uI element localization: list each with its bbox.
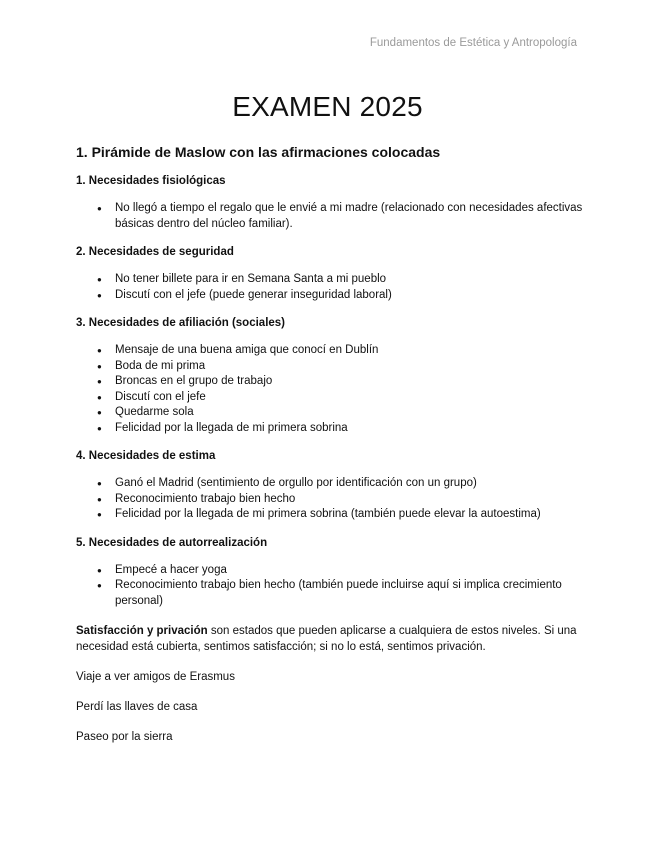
note-text: son estados que pueden aplicarse a cualquiera de estos niveles. Si una necesidad está cubierta, sentimos satisfacción; si no lo está, sentimos privación. — [76, 625, 577, 653]
section-heading: 2. Necesidades de seguridad — [76, 246, 234, 258]
list-item: ● No llegó a tiempo el regalo que le envié a mi madre (relacionado con necesidades afectivas básicas dentro del núcleo familiar). — [76, 201, 586, 232]
bullet-list — [76, 201, 586, 232]
section-heading: 3. Necesidades de afiliación (sociales) — [76, 317, 286, 329]
section-esteem — [76, 450, 586, 523]
list-item: ● Felicidad por la llegada de mi primera sobrina (también puede elevar la autoestima) — [76, 507, 586, 523]
list-item: ● Ganó el Madrid (sentimiento de orgullo por identificación con un grupo) — [76, 476, 586, 492]
list-item: ● Felicidad por la llegada de mi primera sobrina — [76, 421, 586, 437]
list-item: ● Reconocimiento trabajo bien hecho (también puede incluirse aquí si implica crecimiento personal) — [76, 578, 586, 609]
extra-line: Perdí las llaves de casa — [76, 701, 198, 713]
section-heading: 5. Necesidades de autorrealización — [76, 536, 268, 549]
list-item: ● Discutí con el jefe — [76, 390, 586, 406]
section-heading: 1. Necesidades fisiológicas — [76, 175, 226, 187]
section-self-actualization — [76, 537, 586, 610]
list-item: ● Discutí con el jefe (puede generar inseguridad laboral) — [76, 288, 586, 304]
list-item: ● Boda de mi prima — [76, 359, 586, 375]
section-heading: 4. Necesidades de estima — [76, 450, 216, 462]
list-item: ● Broncas en el grupo de trabajo — [76, 374, 586, 390]
list-item: ● Reconocimiento trabajo bien hecho — [76, 492, 586, 508]
section-physiological — [76, 175, 586, 232]
document-title: EXAMEN 2025 — [232, 91, 423, 122]
list-item: ● Quedarme sola — [76, 405, 586, 421]
bullet-list — [76, 343, 586, 436]
list-item: ● No tener billete para ir en Semana Santa a mi pueblo — [76, 272, 586, 288]
document-body — [76, 144, 586, 759]
list-item: ● Empecé a hacer yoga — [76, 563, 586, 579]
extra-line: Viaje a ver amigos de Erasmus — [76, 671, 235, 683]
question-heading: 1. Pirámide de Maslow con las afirmaciones colocadas — [76, 144, 441, 160]
bullet-list — [76, 563, 586, 610]
bullet-list — [76, 272, 586, 303]
bullet-list — [76, 476, 586, 523]
list-item: ● Mensaje de una buena amiga que conocí en Dublín — [76, 343, 586, 359]
section-affiliation — [76, 317, 586, 436]
section-safety — [76, 246, 586, 303]
extra-line: Paseo por la sierra — [76, 731, 173, 743]
note-bold-term: Satisfacción y privación — [76, 625, 208, 637]
page-header: Fundamentos de Estética y Antropología — [369, 37, 577, 49]
note-paragraph — [76, 623, 586, 655]
